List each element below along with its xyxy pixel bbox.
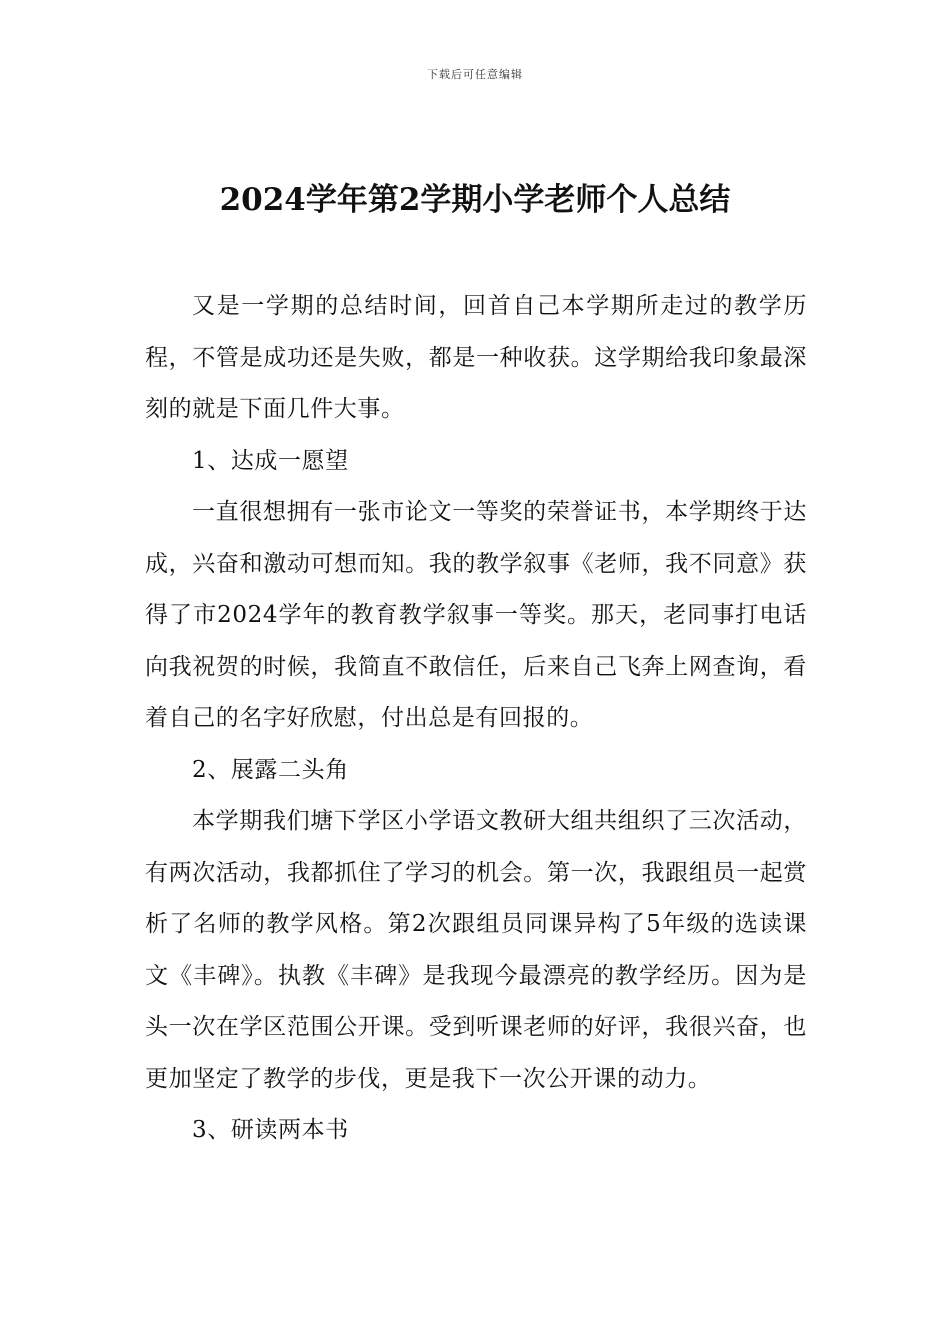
header-note: 下载后可任意编辑 — [427, 68, 523, 81]
document-body — [145, 281, 807, 1157]
intro-paragraph: 又是一学期的总结时间，回首自己本学期所走过的教学历程，不管是成功还是失败，都是一种收获。这学期给我印象最深刻的就是下面几件大事。 — [145, 293, 807, 422]
section-heading-2: 2、展露二头角 — [192, 756, 349, 783]
document-title: 2024学年第2学期小学老师个人总结 — [219, 182, 731, 218]
body-paragraph-2: 本学期我们塘下学区小学语文教研大组共组织了三次活动，有两次活动，我都抓住了学习的机会。第一次，我跟组员一起赏析了名师的教学风格。第2次跟组员同课异构了5年级的选读课文《丰碑》。执教《丰碑》是我现今最漂亮的教学经历。因为是头一次在学区范围公开课。受到听课老师的好评，我很兴奋，也更加坚定了教学的步伐，更是我下一次公开课的动力。 — [145, 808, 807, 1092]
body-paragraph-1: 一直很想拥有一张市论文一等奖的荣誉证书，本学期终于达成，兴奋和激动可想而知。我的教学叙事《老师，我不同意》获得了市2024学年的教育教学叙事一等奖。那天，老同事打电话向我祝贺的时候，我简直不敢信任，后来自己飞奔上网查询，看着自己的名字好欣慰，付出总是有回报的。 — [145, 499, 807, 731]
section-heading-3: 3、研读两本书 — [192, 1117, 349, 1143]
section-heading-1: 1、达成一愿望 — [192, 447, 349, 474]
